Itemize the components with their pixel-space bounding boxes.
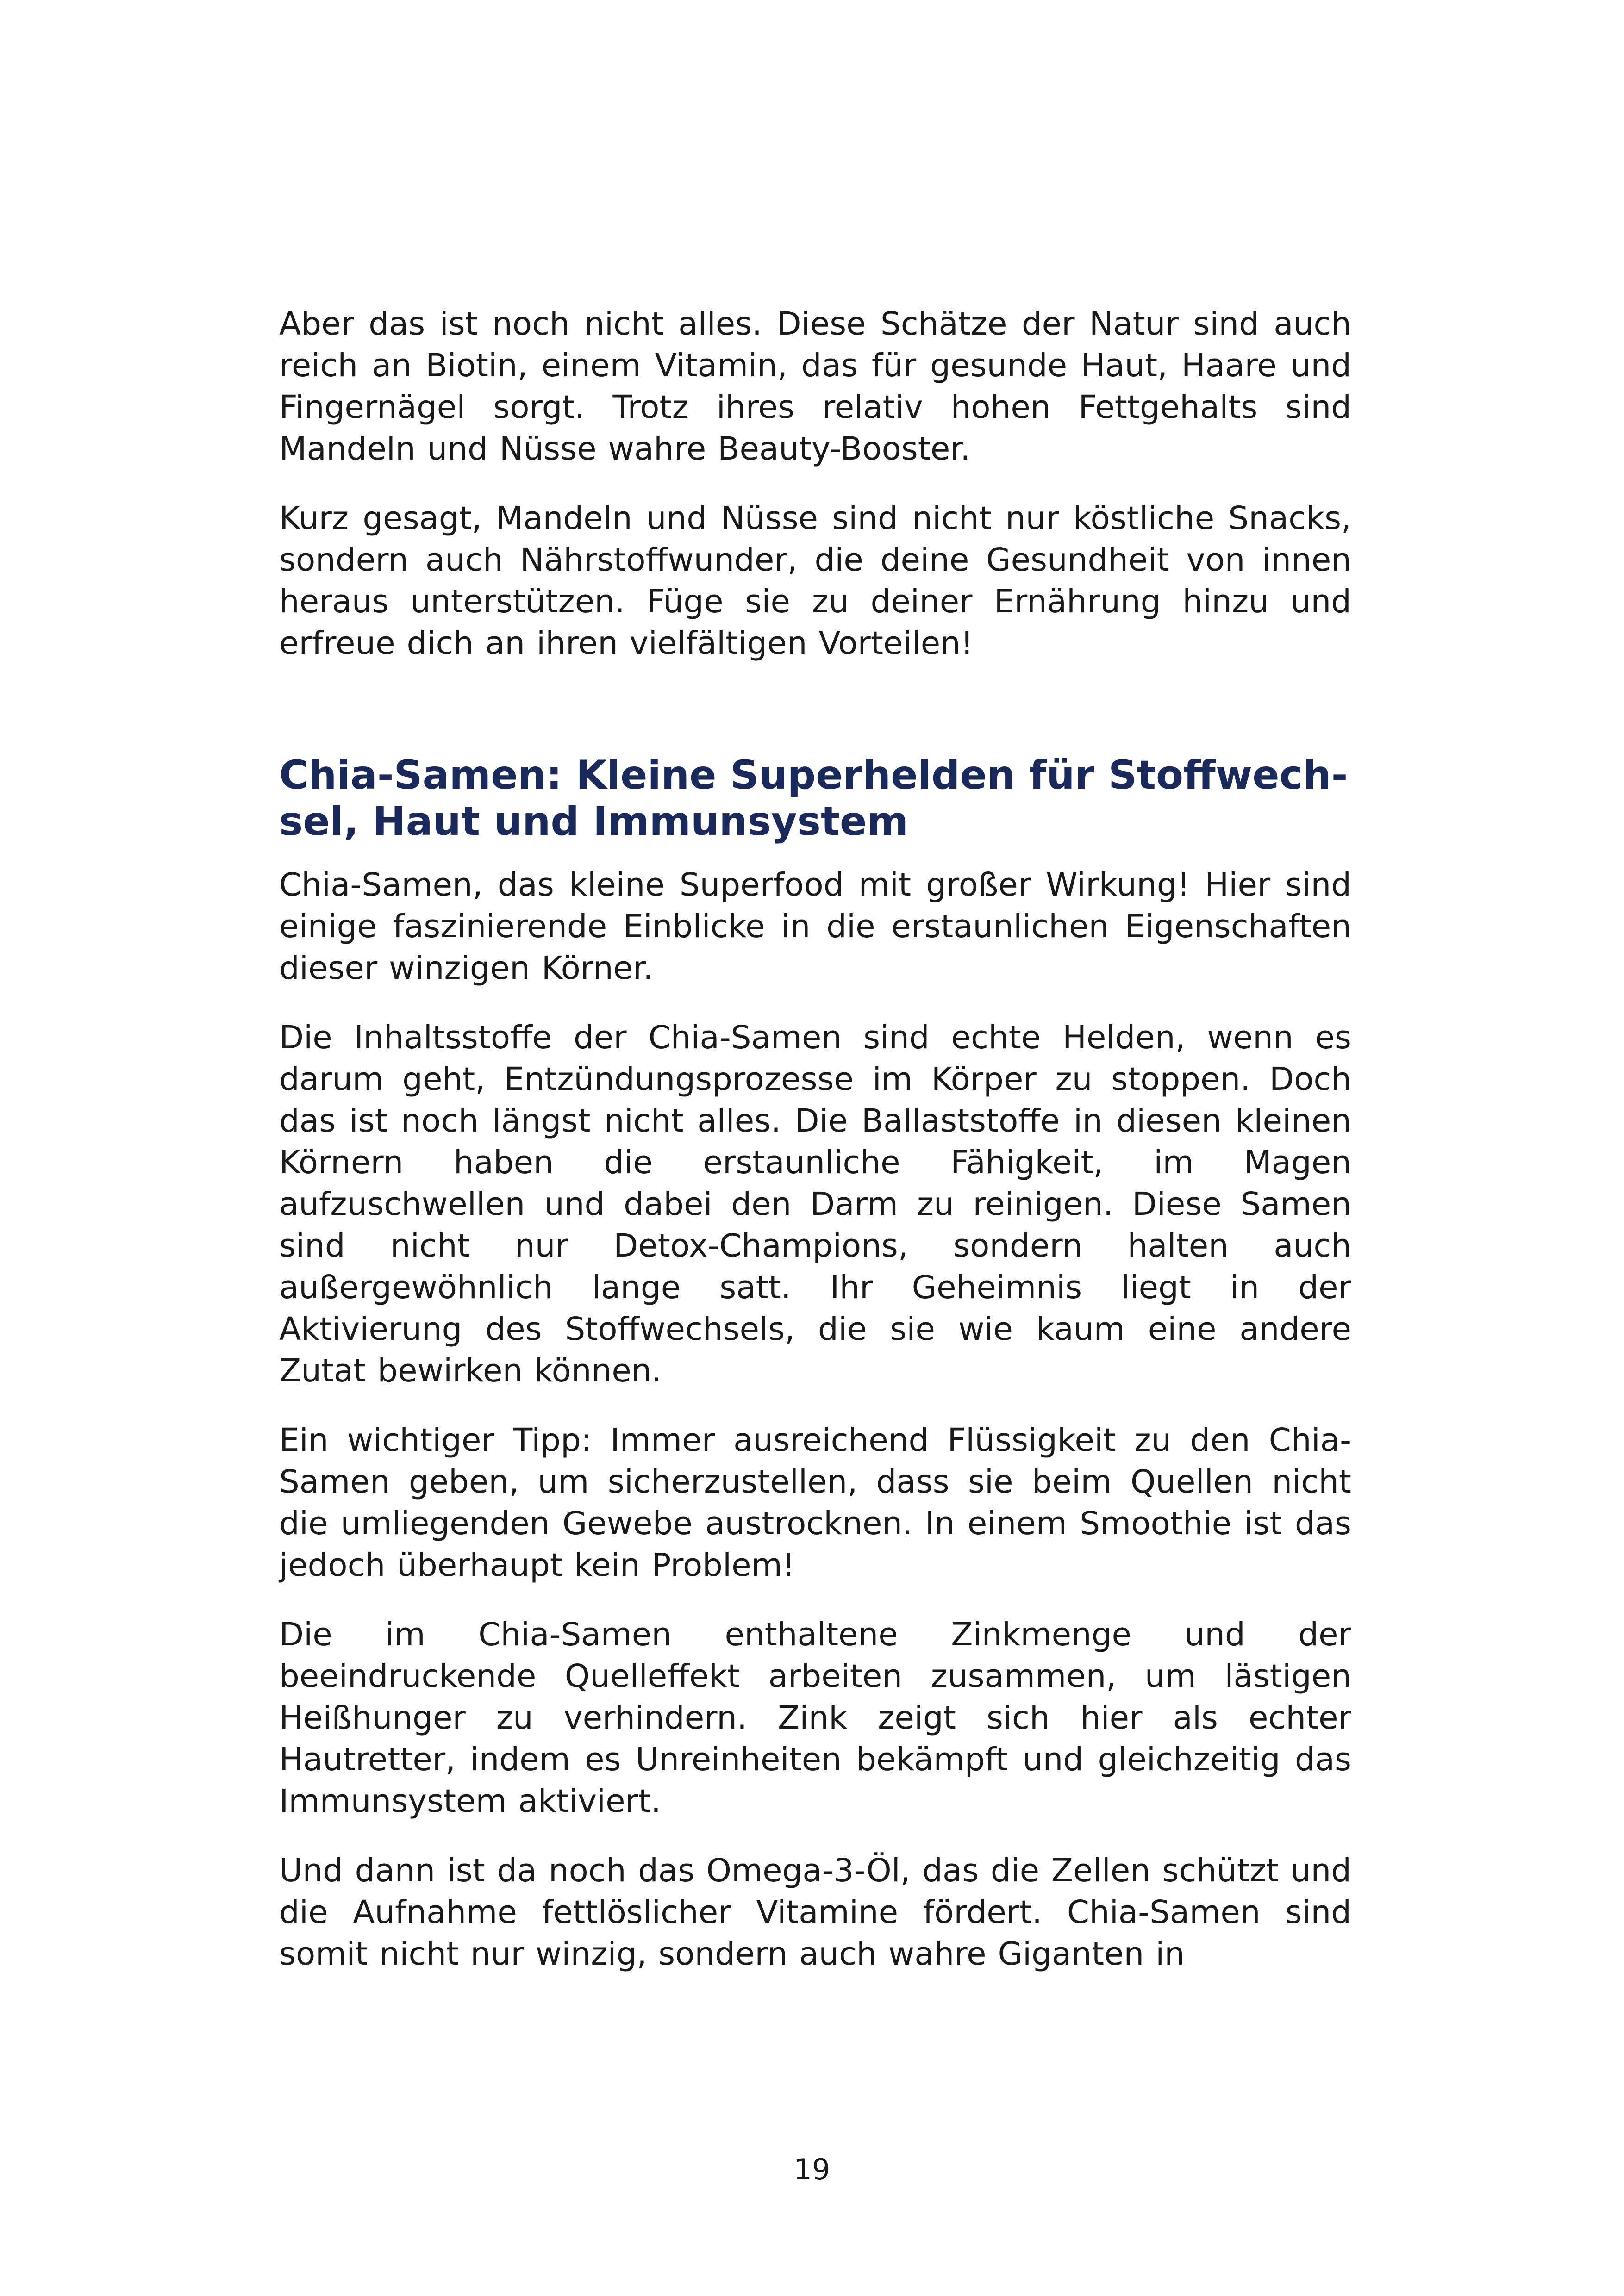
page-content [279, 303, 1351, 2003]
section-heading-chia [279, 752, 1351, 845]
paragraph-chia-omega: Und dann ist da noch das Omega-3-Öl, das die Zellen schützt und die Aufnahme fettlöslicher Vitamine fördert. Chia-Samen sind somit nicht nur winzig, sondern auch wahre Giganten in [279, 1852, 1351, 1972]
paragraph-chia-intro: Chia-Samen, das kleine Superfood mit großer Wirkung! Hier sind einige faszinierende Einblicke in die erstaunlichen Eigenschaften dieser winzigen Körner. [279, 866, 1351, 987]
paragraph-chia-tip: Ein wichtiger Tipp: Immer ausreichend Flüssigkeit zu den Chia-Samen geben, um sicherzustellen, dass sie beim Quellen nicht die umliegenden Gewebe austrocknen. In einem Smoothie ist das jedoch überhaupt kein Problem! [279, 1422, 1351, 1584]
paragraph-chia-zinc: Die im Chia-Samen enthaltene Zinkmenge und der beeindruckende Quelleffekt arbeiten zusammen, um lästigen Heißhunger zu verhindern. Zink zeigt sich hier als echter Hautretter, indem es Unreinheiten bekämpft und gleichzeitig das Immunsystem aktiviert. [279, 1616, 1351, 1820]
paragraph-summary-nuts: Kurz gesagt, Mandeln und Nüsse sind nicht nur köstliche Snacks, sondern auch Nährstoffwunder, die deine Gesundheit von innen heraus unterstützen. Füge sie zu deiner Ernährung hinzu und erfreue dich an ihren vielfältigen Vorteilen! [279, 500, 1351, 662]
paragraph-chia-ingredients: Die Inhaltsstoffe der Chia-Samen sind echte Helden, wenn es darum geht, Entzündungsprozesse im Körper zu stoppen. Doch das ist noch längst nicht alles. Die Ballaststoffe in diesen kleinen Körnern haben die erstaunliche Fähigkeit, im Magen aufzuschwellen und dabei den Darm zu reinigen. Diese Samen sind nicht nur Detox-Champions, sondern halten auch außergewöhnlich lange satt. Ihr Geheimnis liegt in der Aktivierung des Stoffwechsels, die sie wie kaum eine andere Zutat bewirken können. [279, 1019, 1351, 1389]
paragraph-biotin: Aber das ist noch nicht alles. Diese Schätze der Natur sind auch reich an Biotin, einem Vitamin, das für gesunde Haut, Haare und Fingernägel sorgt. Trotz ihres relativ hohen Fettgehalts sind Mandeln und Nüsse wahre Beauty-Booster. [279, 305, 1351, 467]
heading-line-1: Chia-Samen: Kleine Superhelden für Stoffwech- [279, 752, 1348, 798]
page-number: 19 [793, 2153, 831, 2186]
heading-line-2: sel, Haut und Immunsystem [279, 798, 908, 845]
